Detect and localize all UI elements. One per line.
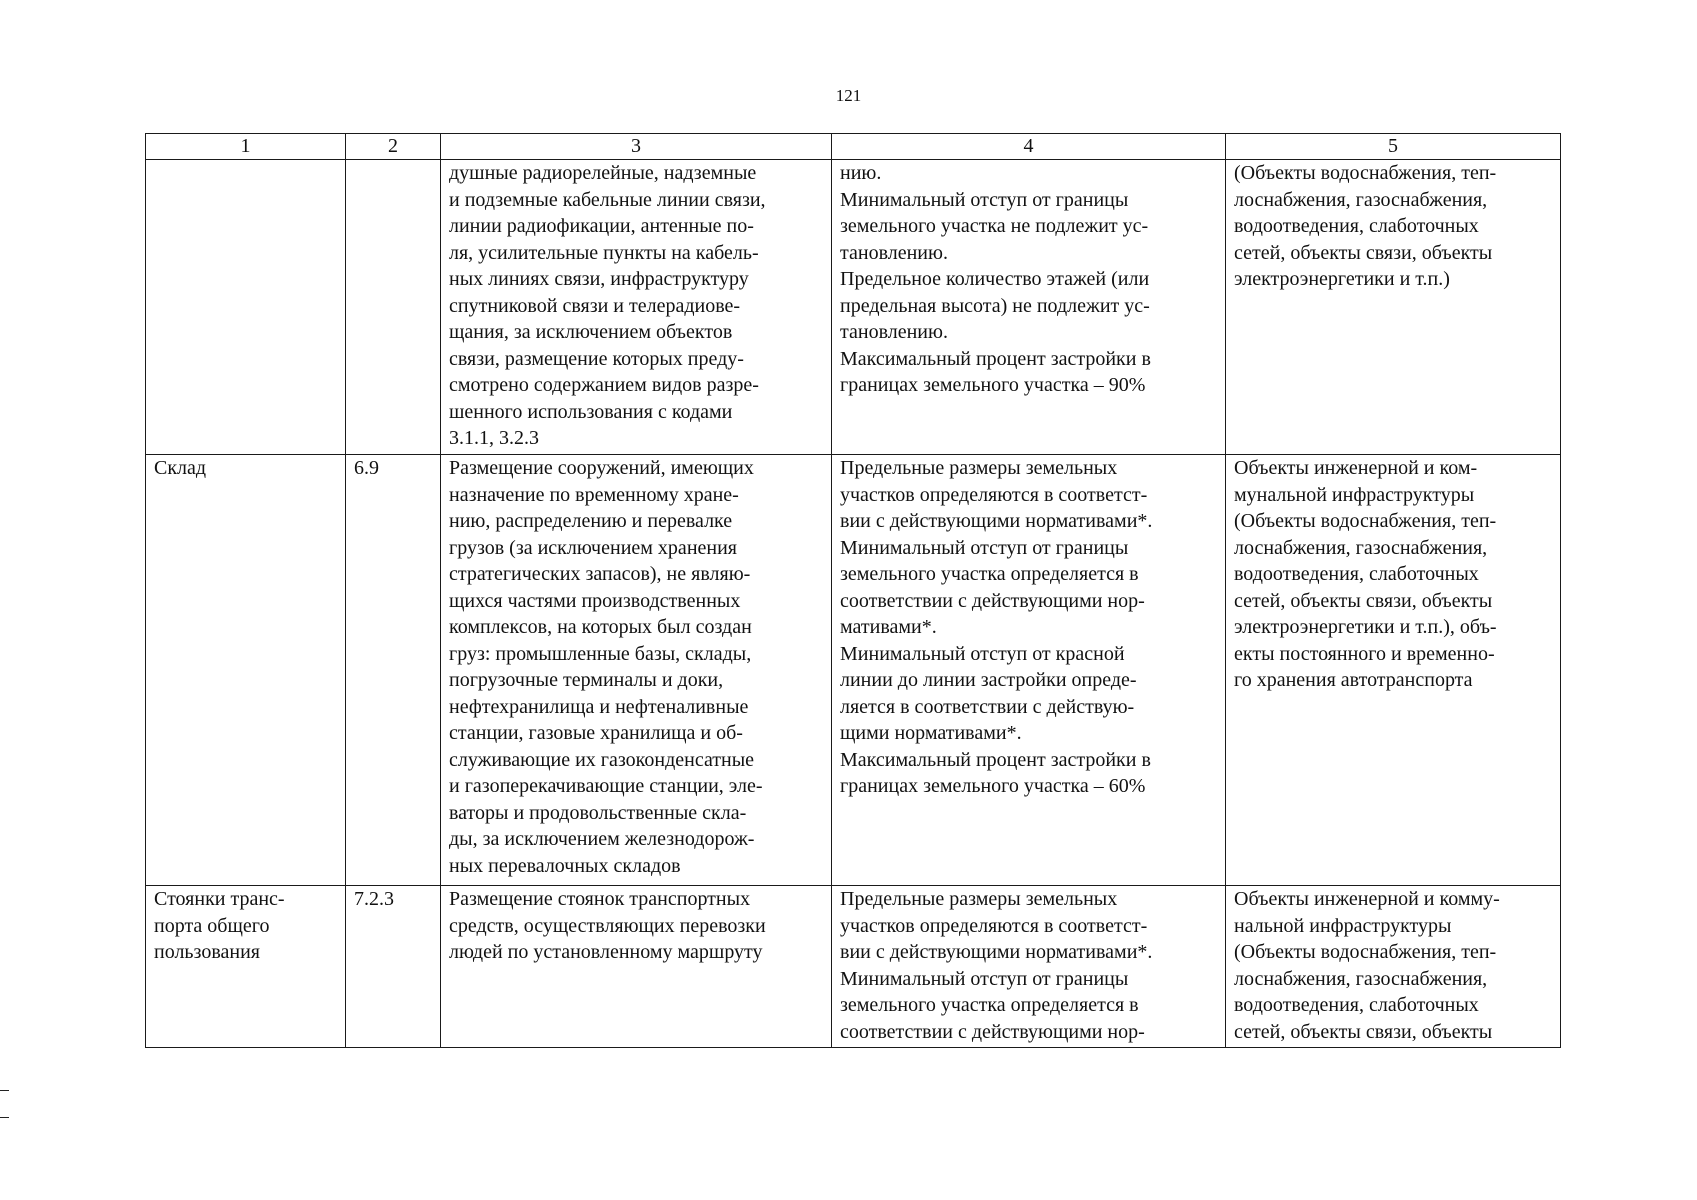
description-cell: Размещение сооружений, имеющих назначение по временному хране- нию, распределению и перевалке грузов (за исключением хранения стратегических запасов), не являю- щихся частями производственных комплексов, на которых был создан груз: промышленные базы, склады, погрузочные терминалы и доки, нефтехранилища и нефтеналивные станции, газовые хранилища и об- служивающие их газоконденсатные и газоперекачивающие станции, эле- ваторы и продовольственные скла- ды, за исключением железнодорож- ных перевалочных складов [441,455,832,886]
use-name-cell: Стоянки транс- порта общего пользования [146,886,346,1048]
infrastructure-cell: (Объекты водоснабжения, теп- лоснабжения, газоснабжения, водоотведения, слаботочных сетей, объекты связи, объекты электроэнергетики и т.п.) [1226,160,1561,455]
column-header-4: 4 [832,134,1226,160]
infrastructure-cell: Объекты инженерной и комму- нальной инфраструктуры (Объекты водоснабжения, теп- лоснабжения, газоснабжения, водоотведения, слаботочных сетей, объекты связи, объекты [1226,886,1561,1048]
table-row [146,160,1561,455]
column-header-2: 2 [346,134,441,160]
table-row [146,455,1561,886]
use-code-cell: 6.9 [346,455,441,886]
column-header-3: 3 [441,134,832,160]
column-header-1: 1 [146,134,346,160]
table-row [146,886,1561,1048]
use-code-cell [346,160,441,455]
description-cell: душные радиорелейные, надземные и подземные кабельные линии связи, линии радиофикации, антенные по- ля, усилительные пункты на кабель- ных линиях связи, инфраструктуру спутниковой связи и телерадиове- щания, за исключением объектов связи, размещение которых преду- смотрено содержанием видов разре- шенного использования с кодами 3.1.1, 3.2.3 [441,160,832,455]
table-header-row [146,134,1561,160]
infrastructure-cell: Объекты инженерной и ком- мунальной инфраструктуры (Объекты водоснабжения, теп- лоснабжения, газоснабжения, водоотведения, слаботочных сетей, объекты связи, объекты электроэнергетики и т.п.), объ- екты постоянного и временно- го хранения автотранспорта [1226,455,1561,886]
zoning-table [145,133,1561,1048]
margin-mark [0,1090,9,1091]
use-name-cell: Склад [146,455,346,886]
parameters-cell: нию. Минимальный отступ от границы земельного участка не подлежит ус- тановлению. Предельное количество этажей (или предельная высота) не подлежит ус- тановлению. Максимальный процент застройки в границах земельного участка – 90% [832,160,1226,455]
margin-mark [0,1117,9,1118]
parameters-cell: Предельные размеры земельных участков определяются в соответст- вии с действующими нормативами*. Минимальный отступ от границы земельного участка определяется в соответствии с действующими нор- мативами*. Минимальный отступ от красной линии до линии застройки опреде- ляется в соответствии с действую- щими нормативами*. Максимальный процент застройки в границах земельного участка – 60% [832,455,1226,886]
page-number: 121 [835,86,862,105]
parameters-cell: Предельные размеры земельных участков определяются в соответст- вии с действующими нормативами*. Минимальный отступ от границы земельного участка определяется в соответствии с действующими нор- [832,886,1226,1048]
column-header-5: 5 [1226,134,1561,160]
use-code-cell: 7.2.3 [346,886,441,1048]
description-cell: Размещение стоянок транспортных средств, осуществляющих перевозки людей по установленному маршруту [441,886,832,1048]
use-name-cell [146,160,346,455]
